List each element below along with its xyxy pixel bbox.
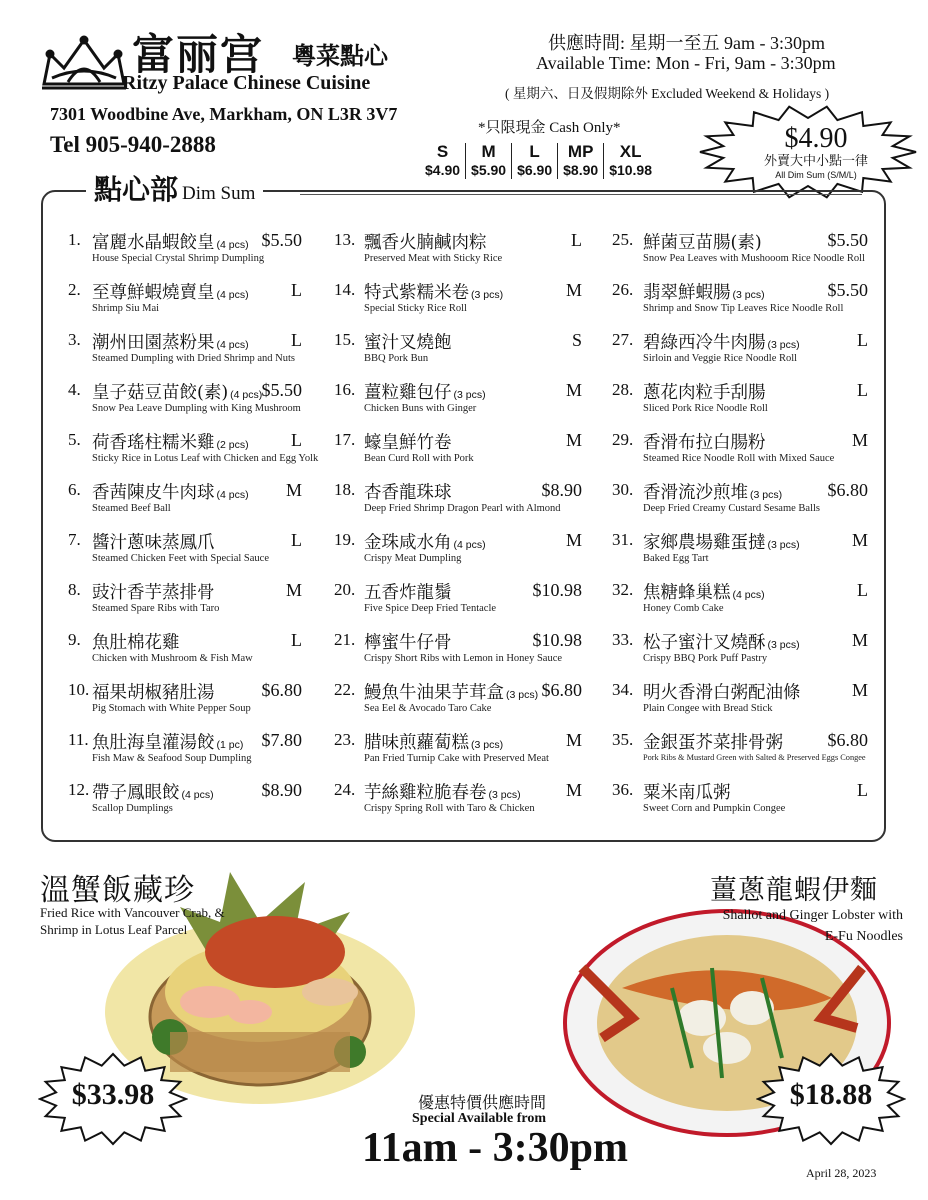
- menu-item-name-cn-text: 富麗水晶蝦餃皇: [92, 233, 215, 253]
- menu-item-name-en: Deep Fried Creamy Custard Sesame Balls: [643, 503, 821, 514]
- menu-item-name-cn-text: 至尊鮮蝦燒賣皇: [92, 283, 215, 303]
- menu-item-price: $5.50: [261, 230, 302, 250]
- menu-item-pieces: (3 pcs): [767, 639, 800, 651]
- menu-item-pieces: (3 pcs): [471, 289, 504, 301]
- menu-item-name-cn-text: 皇子菇豆苗餃(素): [92, 383, 229, 403]
- lobster-noodle-price: $18.88: [789, 1078, 873, 1111]
- size-name: XL: [619, 142, 642, 161]
- menu-item-name-en: Shrimp Siu Mai: [92, 303, 160, 314]
- menu-item: [612, 480, 868, 528]
- menu-item-name-en: BBQ Pork Bun: [364, 353, 429, 364]
- menu-item-name-cn: [643, 779, 731, 804]
- menu-item-pieces: (3 pcs): [488, 789, 521, 801]
- brand-english-name: Ritzy Palace Chinese Cuisine: [122, 72, 371, 94]
- menu-item-name-cn: [364, 729, 503, 754]
- menu-item-name-en: Pig Stomach with White Pepper Soup: [92, 703, 251, 714]
- menu-item: [334, 480, 582, 528]
- menu-item-name-en: Snow Pea Leaves with Mushooom Rice Noodle Roll: [643, 253, 865, 264]
- menu-item-name-cn-text: 杏香龍珠球: [364, 483, 452, 503]
- menu-item-number: 28.: [612, 380, 634, 399]
- menu-item-price: M: [851, 630, 868, 650]
- menu-item-number: 17.: [334, 430, 356, 449]
- menu-item-number: 22.: [334, 680, 356, 699]
- menu-item: [612, 380, 868, 428]
- menu-item-name-en: Sliced Pork Rice Noodle Roll: [643, 403, 768, 414]
- menu-item-number: 15.: [334, 330, 356, 349]
- menu-item-number: 20.: [334, 580, 356, 599]
- menu-item-name-cn: [92, 429, 249, 454]
- menu-item-price: M: [565, 380, 582, 400]
- menu-item-price: M: [565, 780, 582, 800]
- menu-item-number: 11.: [68, 730, 89, 749]
- menu-item-pieces: (3 pcs): [471, 739, 504, 751]
- menu-item: [334, 430, 582, 478]
- menu-item: [334, 230, 582, 278]
- size-name: L: [529, 142, 540, 161]
- lobster-noodle-title-en: Shallot and Ginger Lobster with E-Fu Noodles: [722, 908, 903, 944]
- crown-logo-icon: [38, 34, 130, 92]
- menu-item-name-en: Five Spice Deep Fried Tentacle: [364, 603, 497, 614]
- menu-item-name-cn-text: 松子蜜汁叉燒酥: [643, 633, 766, 653]
- menu-item: [612, 230, 868, 278]
- brand-chinese-name: 富丽宫: [132, 30, 265, 79]
- menu-item-name-en: Steamed Beef Ball: [92, 503, 171, 514]
- menu-item: [612, 630, 868, 678]
- menu-item-name-en: Sirloin and Veggie Rice Noodle Roll: [643, 353, 798, 364]
- menu-item-number: 35.: [612, 730, 634, 749]
- menu-item-price: L: [857, 580, 868, 600]
- menu-item-number: 6.: [68, 480, 81, 499]
- menu-item-name-cn-text: 魚肚棉花雞: [92, 633, 180, 653]
- menu-item-number: 13.: [334, 230, 356, 249]
- size-column: [420, 143, 465, 179]
- menu-item-name-cn: [643, 729, 783, 754]
- menu-item-name-cn: [364, 429, 452, 454]
- menu-item-price: $6.80: [541, 680, 582, 700]
- menu-item-name-en: Chicken Buns with Ginger: [364, 403, 477, 414]
- menu-item-name-cn-text: 魚肚海皇灌湯餃: [92, 733, 215, 753]
- crab-rice-title-en: Fried Rice with Vancouver Crab, & Shrimp in Lotus Leaf Parcel: [40, 905, 225, 937]
- menu-item: [612, 530, 868, 578]
- size-name: S: [436, 142, 449, 161]
- menu-item-name-en: Sticky Rice in Lotus Leaf with Chicken and Egg Yolk: [92, 453, 319, 464]
- menu-item-number: 10.: [68, 680, 90, 699]
- crab-rice-title-cn: 溫蟹飯藏珍: [40, 873, 195, 908]
- menu-item: [612, 580, 868, 628]
- restaurant-phone: Tel 905-940-2888: [50, 132, 216, 157]
- menu-item-name-cn-text: 芋絲雞粒脆春卷: [364, 783, 487, 803]
- menu-item-name-cn-text: 鮮菌豆苗腸(素): [643, 233, 762, 253]
- hours-exclusion-note: ( 星期六、日及假期除外 Excluded Weekend & Holidays ): [505, 86, 830, 101]
- menu-item: [68, 780, 302, 828]
- menu-item-price: L: [291, 430, 302, 450]
- menu-item-number: 26.: [612, 280, 634, 299]
- menu-item-number: 27.: [612, 330, 634, 349]
- menu-item-price: L: [857, 780, 868, 800]
- takeout-price-badge: [735, 124, 897, 181]
- menu-item-number: 3.: [68, 330, 81, 349]
- menu-item-name-cn-text: 五香炸龍鬚: [364, 583, 452, 603]
- menu-item: [612, 280, 868, 328]
- menu-item: [612, 330, 868, 378]
- menu-item: [334, 680, 582, 728]
- menu-item: [68, 680, 302, 728]
- menu-item-number: 25.: [612, 230, 634, 249]
- menu-item: [68, 730, 302, 778]
- menu-item-name-en: Pork Ribs & Mustard Green with Salted & Preserved Eggs Congee: [643, 753, 866, 762]
- menu-item-name-cn: [364, 279, 503, 304]
- size-price: $8.90: [563, 162, 599, 178]
- menu-item-number: 14.: [334, 280, 356, 299]
- menu-item-price: $6.80: [827, 730, 868, 750]
- menu-item-number: 36.: [612, 780, 634, 799]
- menu-item-pieces: (3 pcs): [453, 389, 486, 401]
- size-column: [603, 143, 657, 179]
- menu-item-name-en: Snow Pea Leave Dumpling with King Mushroom: [92, 403, 301, 414]
- menu-item: [612, 780, 868, 828]
- menu-item: [334, 380, 582, 428]
- size-column: [465, 143, 511, 179]
- menu-item-number: 32.: [612, 580, 634, 599]
- menu-item-name-cn-text: 蔥花肉粒手刮腸: [643, 383, 766, 403]
- size-name: M: [481, 142, 496, 161]
- menu-item-name-en: Sweet Corn and Pumpkin Congee: [643, 803, 786, 814]
- crab-rice-price: $33.98: [71, 1078, 155, 1111]
- menu-item-name-cn: [92, 729, 243, 754]
- menu-item-name-en: Chicken with Mushroom & Fish Maw: [92, 653, 253, 664]
- menu-item-price: $6.80: [261, 680, 302, 700]
- size-price: $4.90: [425, 162, 461, 178]
- menu-item-name-cn-text: 金珠咸水角: [364, 533, 452, 553]
- menu-item-number: 1.: [68, 230, 81, 249]
- menu-item-name-cn: [92, 579, 215, 604]
- menu-item-price: L: [571, 230, 582, 250]
- menu-item-name-cn: [92, 679, 215, 704]
- menu-item-number: 19.: [334, 530, 356, 549]
- menu-item-price: $6.80: [827, 480, 868, 500]
- menu-item-pieces: (3 pcs): [506, 689, 539, 701]
- menu-item-price: M: [285, 480, 302, 500]
- menu-item-name-cn: [92, 379, 262, 404]
- special-time-label-en: Special Available from: [412, 1111, 547, 1126]
- menu-item-pieces: (4 pcs): [181, 789, 214, 801]
- special-time-range: 11am - 3:30pm: [362, 1125, 628, 1171]
- takeout-note-cn: 外賣大中小點一律: [763, 154, 868, 169]
- menu-item-pieces: (1 pc): [216, 739, 244, 751]
- menu-item-name-cn: [364, 679, 538, 704]
- menu-item-name-en: Fish Maw & Seafood Soup Dumpling: [92, 753, 252, 764]
- menu-item-price: $10.98: [532, 580, 582, 600]
- menu-item-name-en: Steamed Dumpling with Dried Shrimp and Nuts: [92, 353, 295, 364]
- hours-english: Available Time: Mon - Fri, 9am - 3:30pm: [536, 53, 836, 73]
- menu-item-pieces: (4 pcs): [216, 289, 249, 301]
- menu-item-name-cn: [364, 479, 452, 504]
- menu-item-price: $8.90: [261, 780, 302, 800]
- menu-item-price: $5.50: [261, 380, 302, 400]
- menu-item-name-cn: [643, 529, 800, 554]
- menu-item: [334, 780, 582, 828]
- hours-chinese: 供應時間: 星期一至五 9am - 3:30pm: [548, 33, 825, 53]
- menu-item-number: 34.: [612, 680, 634, 699]
- menu-item: [68, 280, 302, 328]
- menu-item-name-cn-text: 家鄉農場雞蛋撻: [643, 533, 766, 553]
- menu-item: [68, 430, 319, 478]
- menu-item-name-en: Deep Fried Shrimp Dragon Pearl with Almond: [364, 503, 561, 514]
- menu-item-name-en: Pan Fried Turnip Cake with Preserved Meat: [364, 753, 549, 764]
- menu-item-price: M: [851, 530, 868, 550]
- menu-item-number: 4.: [68, 380, 81, 399]
- brand-cuisine-type: 粵菜點心: [292, 41, 388, 70]
- menu-item: [334, 530, 582, 578]
- menu-item-number: 29.: [612, 430, 634, 449]
- menu-item-pieces: (3 pcs): [767, 539, 800, 551]
- menu-item-pieces: (4 pcs): [216, 239, 249, 251]
- menu-item-pieces: (3 pcs): [767, 339, 800, 351]
- menu-item-name-cn: [643, 379, 766, 404]
- menu-item-number: 33.: [612, 630, 634, 649]
- menu-item-pieces: (4 pcs): [216, 489, 249, 501]
- menu-item: [68, 630, 302, 678]
- menu-item-name-cn-text: 鰻魚牛油果芋茸盒: [364, 683, 504, 703]
- menu-item-number: 30.: [612, 480, 634, 499]
- menu-item-pieces: (4 pcs): [216, 339, 249, 351]
- menu-item: [334, 280, 582, 328]
- menu-item-price: M: [565, 430, 582, 450]
- menu-item-name-cn: [364, 379, 486, 404]
- takeout-price: $4.90: [784, 123, 848, 154]
- menu-item-price: $10.98: [532, 630, 582, 650]
- menu-item-price: $5.50: [827, 230, 868, 250]
- menu-item-name-en: Crispy Short Ribs with Lemon in Honey Sauce: [364, 653, 563, 664]
- menu-item-price: S: [571, 330, 582, 350]
- menu-item-number: 24.: [334, 780, 356, 799]
- menu-item-name-en: Steamed Chicken Feet with Special Sauce: [92, 553, 269, 564]
- menu-item-name-cn-text: 帶子鳳眼餃: [92, 783, 180, 803]
- menu-item-name-en: Shrimp and Snow Tip Leaves Rice Noodle Roll: [643, 303, 844, 314]
- menu-item-name-en: Crispy Spring Roll with Taro & Chicken: [364, 803, 535, 814]
- menu-item-name-cn: [92, 529, 215, 554]
- menu-item-name-cn: [364, 629, 452, 654]
- menu-item-name-cn-text: 特式紫糯米卷: [364, 283, 469, 303]
- menu-item-number: 23.: [334, 730, 356, 749]
- menu-item: [334, 580, 582, 628]
- menu-item: [68, 330, 302, 378]
- menu-item-name-cn: [643, 329, 800, 354]
- section-title-en: Dim Sum: [182, 183, 256, 204]
- menu-item-name-cn: [643, 279, 765, 304]
- menu-item-price: L: [291, 280, 302, 300]
- lobster-noodle-title-cn: 薑蔥龍蝦伊麵: [710, 875, 878, 906]
- menu-item-name-cn-text: 潮州田園蒸粉果: [92, 333, 215, 353]
- menu-item-name-cn: [92, 229, 249, 254]
- menu-item-price: M: [565, 530, 582, 550]
- menu-item-number: 7.: [68, 530, 81, 549]
- menu-item-name-en: Honey Comb Cake: [643, 603, 724, 614]
- menu-item-name-cn-text: 蠔皇鮮竹卷: [364, 433, 452, 453]
- menu-item-name-cn-text: 豉汁香芋蒸排骨: [92, 583, 215, 603]
- menu-item-name-cn: [92, 779, 214, 804]
- menu-item: [334, 330, 582, 378]
- menu-item-name-en: Preserved Meat with Sticky Rice: [364, 253, 503, 264]
- menu-item-number: 2.: [68, 280, 81, 299]
- menu-item-price: $5.50: [827, 280, 868, 300]
- menu-item-name-cn-text: 薑粒雞包仔: [364, 383, 452, 403]
- menu-item-name-cn-text: 香滑布拉白腸粉: [643, 433, 766, 453]
- section-title-cn: 點心部: [94, 173, 179, 206]
- menu-item: [68, 380, 302, 428]
- menu-item-name-cn: [643, 579, 765, 604]
- menu-item-pieces: (4 pcs): [230, 389, 263, 401]
- menu-item-number: 16.: [334, 380, 356, 399]
- size-price: $10.98: [609, 162, 653, 178]
- menu-item-name-cn: [643, 629, 800, 654]
- menu-item-name-cn-text: 翡翠鮮蝦腸: [643, 283, 731, 303]
- menu-item-name-en: Crispy Meat Dumpling: [364, 553, 462, 564]
- menu-item-name-en: Steamed Rice Noodle Roll with Mixed Sauce: [643, 453, 835, 464]
- menu-item-name-cn: [364, 579, 452, 604]
- menu-item-price: L: [291, 630, 302, 650]
- menu-item-name-cn-text: 腊味煎蘿蔔糕: [364, 733, 469, 753]
- menu-item-name-cn: [92, 329, 249, 354]
- menu-item-name-en: Scallop Dumplings: [92, 803, 173, 814]
- menu-item-pieces: (2 pcs): [216, 439, 249, 451]
- menu-item-pieces: (3 pcs): [750, 489, 783, 501]
- menu-item-price: $7.80: [261, 730, 302, 750]
- menu-item: [68, 530, 302, 578]
- menu-item-number: 9.: [68, 630, 81, 649]
- menu-item-price: L: [291, 530, 302, 550]
- menu-item-number: 8.: [68, 580, 81, 599]
- menu-item: [334, 630, 582, 678]
- menu-item-name-cn-text: 焦糖蜂巢糕: [643, 583, 731, 603]
- menu-item-price: L: [857, 380, 868, 400]
- menu-item-name-cn-text: 檸蜜牛仔骨: [364, 633, 452, 653]
- menu-item-name-cn-text: 荷香瑤柱糯米雞: [92, 433, 215, 453]
- menu-item: [612, 430, 868, 478]
- cash-only-note: *只限現金 Cash Only*: [478, 120, 621, 136]
- menu-item-name-en: Crispy BBQ Pork Puff Pastry: [643, 653, 768, 664]
- menu-item-name-cn: [364, 779, 521, 804]
- menu-item-name-cn: [643, 429, 766, 454]
- menu-item-name-cn: [643, 229, 762, 254]
- size-column: [511, 143, 557, 179]
- menu-item-name-cn-text: 醬汁蔥味蒸鳳爪: [92, 533, 215, 553]
- menu-item-price: M: [851, 680, 868, 700]
- takeout-note-en: All Dim Sum (S/M/L): [775, 170, 857, 180]
- menu-item-price: $8.90: [541, 480, 582, 500]
- menu-item-name-en: House Special Crystal Shrimp Dumpling: [92, 253, 265, 264]
- section-divider: [300, 194, 862, 195]
- menu-item-number: 12.: [68, 780, 90, 799]
- menu-item-name-en: Bean Curd Roll with Pork: [364, 453, 474, 464]
- menu-item-price: M: [565, 730, 582, 750]
- menu-item-name-cn-text: 金銀蛋芥菜排骨粥: [643, 733, 783, 753]
- menu-item-pieces: (4 pcs): [453, 539, 486, 551]
- section-title: [86, 170, 263, 214]
- menu-item-name-cn: [92, 279, 249, 304]
- menu-item-name-cn: [92, 629, 180, 654]
- size-price: $5.90: [471, 162, 507, 178]
- menu-item-name-cn: [643, 479, 782, 504]
- menu-item-price: L: [857, 330, 868, 350]
- menu-item-number: 31.: [612, 530, 634, 549]
- menu-item-price: L: [291, 330, 302, 350]
- menu-item-name-cn: [92, 479, 249, 504]
- menu-item-price: M: [565, 280, 582, 300]
- menu-item-name-cn: [364, 229, 487, 254]
- menu-item-name-en: Sea Eel & Avocado Taro Cake: [364, 703, 492, 714]
- menu-item-pieces: (3 pcs): [732, 289, 765, 301]
- menu-item-name-cn-text: 福果胡椒豬肚湯: [92, 683, 215, 703]
- menu-item: [68, 480, 302, 528]
- menu-item-name-en: Baked Egg Tart: [643, 553, 709, 564]
- menu-item-number: 21.: [334, 630, 356, 649]
- menu-item-name-en: Special Sticky Rice Roll: [364, 303, 467, 314]
- restaurant-address: 7301 Woodbine Ave, Markham, ON L3R 3V7: [50, 104, 398, 124]
- menu-item-price: M: [285, 580, 302, 600]
- menu-item: [612, 680, 868, 728]
- size-name: MP: [567, 142, 594, 161]
- menu-item-price: M: [851, 430, 868, 450]
- menu-item-number: 18.: [334, 480, 356, 499]
- special-time-label-cn: 優惠特價供應時間: [418, 1093, 547, 1112]
- menu-item-name-cn-text: 蜜汁叉燒飽: [364, 333, 452, 353]
- menu-item-name-cn: [643, 679, 801, 704]
- menu-item-name-cn-text: 碧綠西冷牛肉腸: [643, 333, 766, 353]
- menu-item: [612, 730, 868, 778]
- menu-item: [68, 230, 302, 278]
- menu-item-name-cn-text: 香茜陳皮牛肉球: [92, 483, 215, 503]
- menu-item: [68, 580, 302, 628]
- menu-item-name-cn-text: 粟米南瓜粥: [643, 783, 731, 803]
- menu-item-name-cn-text: 飄香火腩鹹肉粽: [364, 233, 487, 253]
- menu-item-name-cn: [364, 529, 486, 554]
- menu-item-name-en: Steamed Spare Ribs with Taro: [92, 603, 220, 614]
- menu-item-name-cn: [364, 329, 452, 354]
- menu-item-name-cn-text: 香滑流沙煎堆: [643, 483, 748, 503]
- size-price: $6.90: [517, 162, 553, 178]
- size-column: [557, 143, 603, 179]
- menu-item-name-cn-text: 明火香滑白粥配油條: [643, 683, 801, 703]
- menu-item-name-en: Plain Congee with Bread Stick: [643, 703, 773, 714]
- size-price-table: [420, 143, 657, 179]
- menu-item-pieces: (4 pcs): [732, 589, 765, 601]
- menu-item-number: 5.: [68, 430, 81, 449]
- menu-item: [334, 730, 582, 778]
- menu-date: April 28, 2023: [806, 1166, 877, 1180]
